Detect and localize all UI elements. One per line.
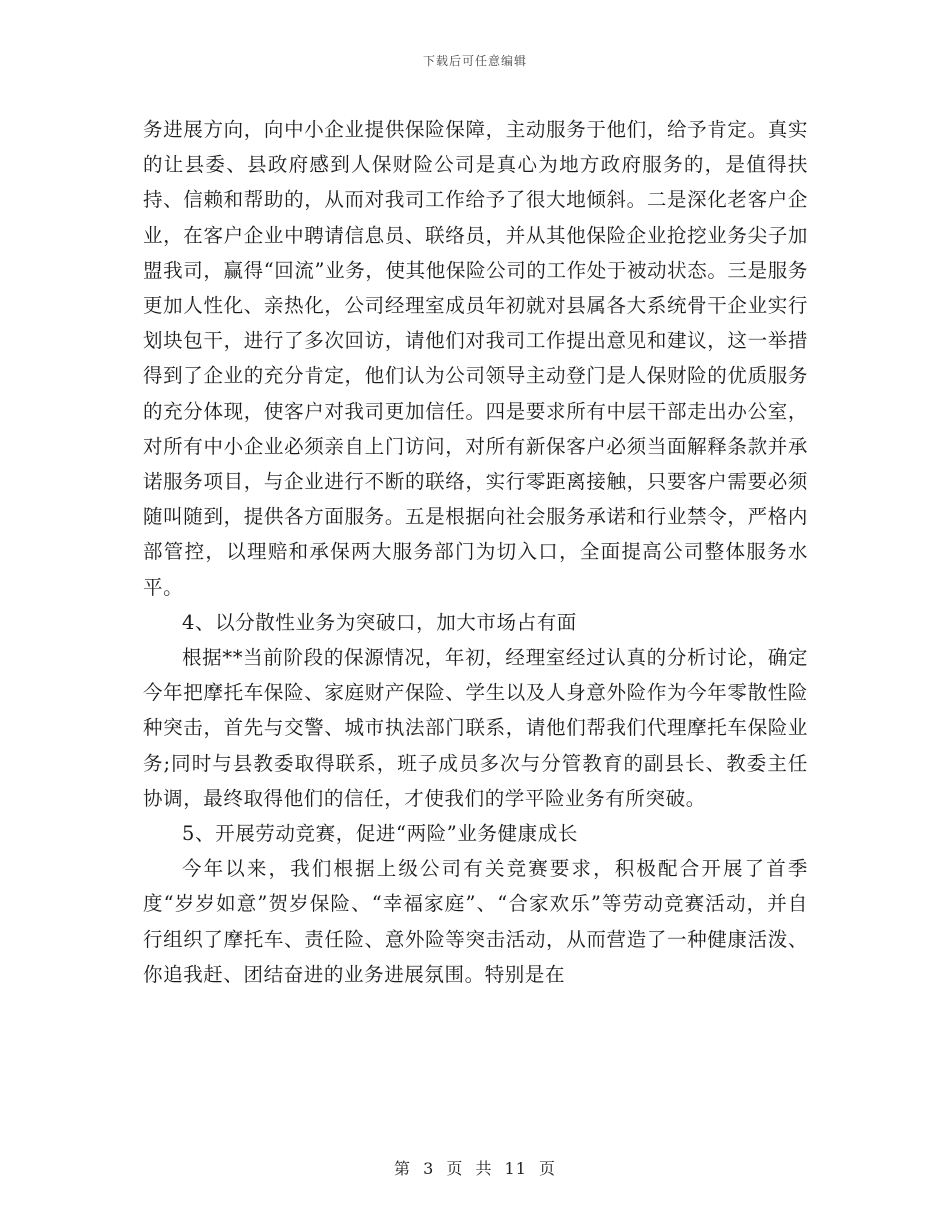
page-number-footer: 第 3 页 共 11 页	[394, 1159, 556, 1178]
paragraph-continued: 务进展方向，向中小企业提供保险保障，主动服务于他们，给予肯定。真实的让县委、县政府感到人保财险公司是真心为地方政府服务的，是值得扶持、信赖和帮助的，从而对我司工作给予了很大地倾斜。二是深化老客户企业，在客户企业中聘请信息员、联络员，并从其他保险企业抢挖业务尖子加盟我司，赢得“回流”业务，使其他保险公司的工作处于被动状态。三是服务更加人性化、亲热化，公司经理室成员年初就对县属各大系统骨干企业实行划块包干，进行了多次回访，请他们对我司工作提出意见和建议，这一举措得到了企业的充分肯定，他们认为公司领导主动登门是人保财险的优质服务的充分体现，使客户对我司更加信任。四是要求所有中层干部走出办公室，对所有中小企业必须亲自上门访问，对所有新保客户必须当面解释条款并承诺服务项目，与企业进行不断的联络，实行零距离接触，只要客户需要必须随叫随到，提供各方面服务。五是根据向社会服务承诺和行业禁令，严格内部管控，以理赔和承保两大服务部门为切入口，全面提高公司整体服务水平。	[143, 118, 808, 599]
section-heading-4: 4、以分散性业务为突破口，加大市场占有面	[182, 610, 577, 634]
paragraph-section-5: 今年以来，我们根据上级公司有关竞赛要求，积极配合开展了首季度“岁岁如意”贺岁保险、“幸福家庭”、“合家欢乐”等劳动竞赛活动，并自行组织了摩托车、责任险、意外险等突击活动，从而营造了一种健康活泼、你追我赶、团结奋进的业务进展氛围。特别是在	[143, 857, 808, 986]
document-body	[143, 112, 808, 992]
section-heading-5: 5、开展劳动竞赛，促进“两险”业务健康成长	[182, 822, 578, 846]
paragraph-section-4: 根据**当前阶段的保源情况，年初，经理室经过认真的分析讨论，确定今年把摩托车保险、家庭财产保险、学生以及人身意外险作为今年零散性险种突击，首先与交警、城市执法部门联系，请他们帮我们代理摩托车保险业务;同时与县教委取得联系，班子成员多次与分管教育的副县长、教委主任协调，最终取得他们的信任，才使我们的学平险业务有所突破。	[143, 646, 808, 810]
page-header: 下载后可任意编辑	[422, 54, 527, 68]
